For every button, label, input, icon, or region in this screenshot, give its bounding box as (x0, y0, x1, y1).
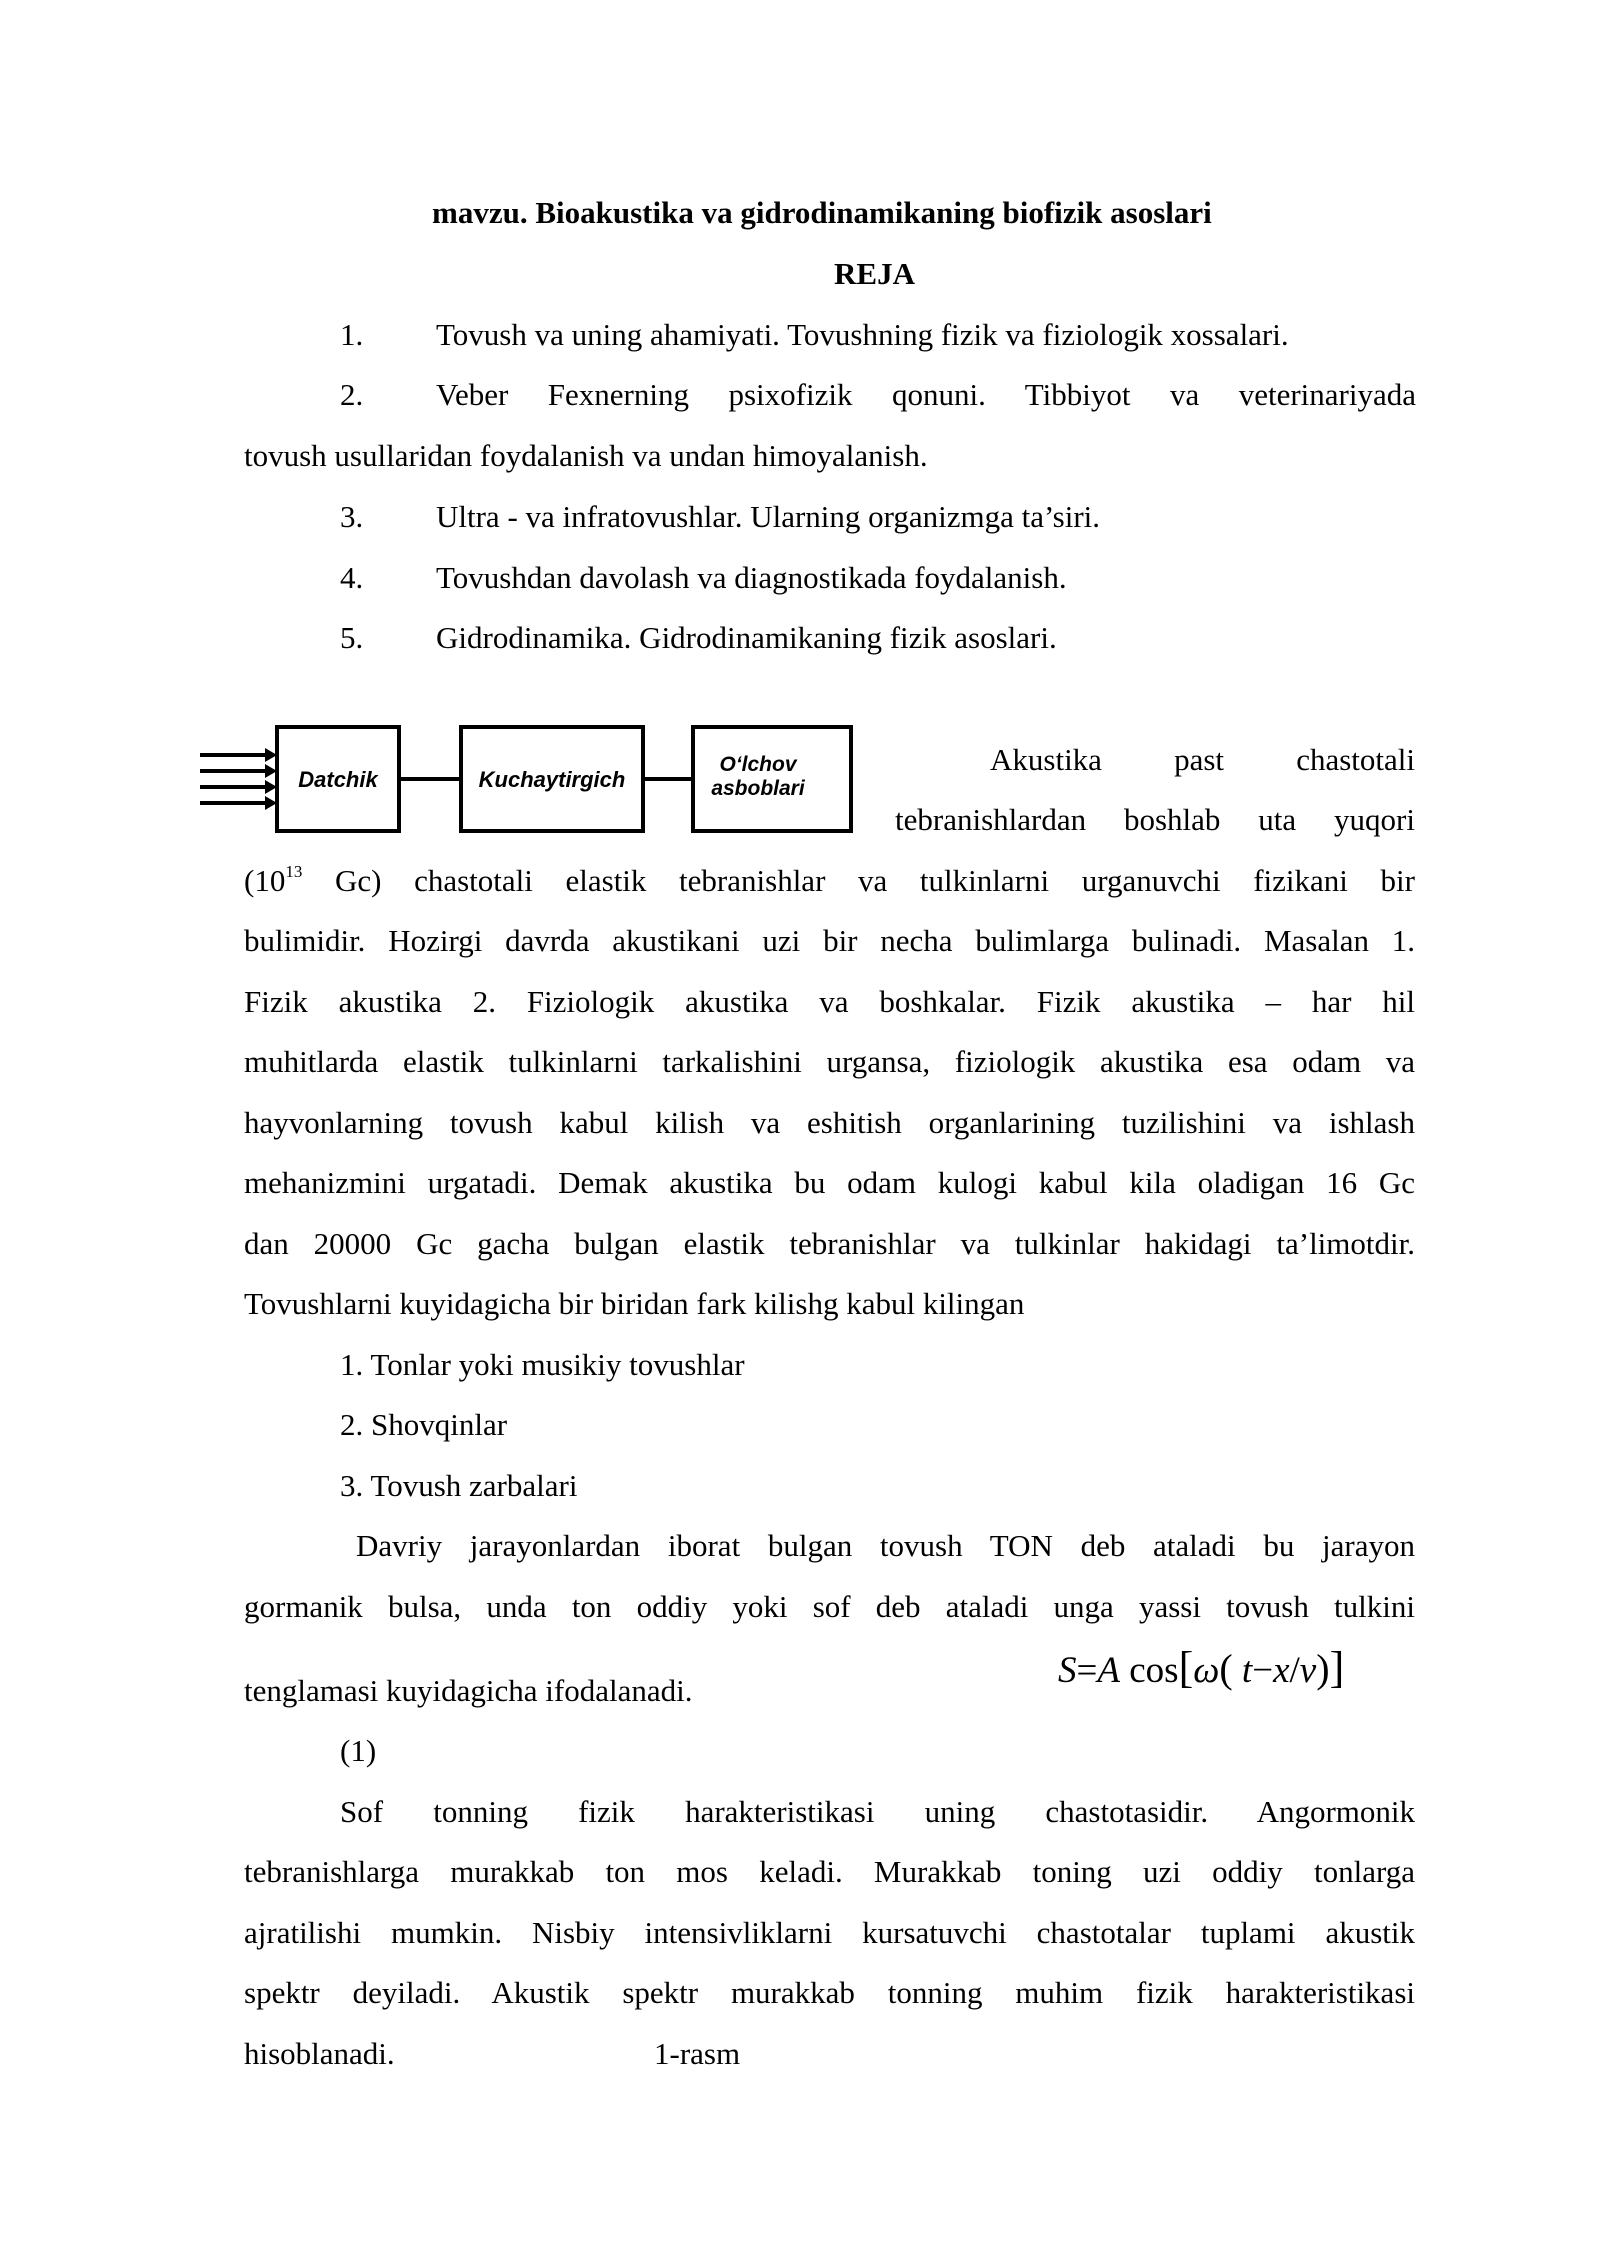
paragraph-line: Davriy jarayonlardan iborat bulgan tovush TON deb ataladi bu jarayon (356, 1528, 1415, 1563)
list-item: 2. Shovqinlar (340, 1407, 508, 1442)
plan-heading: REJA (834, 256, 915, 291)
plan-item-text: Gidrodinamika. Gidrodinamikaning fizik asoslari. (436, 620, 1057, 655)
equation-number: (1) (340, 1733, 377, 1768)
plan-item-text: Tovushdan davolash va diagnostikada foydalanish. (436, 560, 1067, 595)
plan-item-number: 4. (340, 560, 364, 595)
paragraph-line: Akustika past chastotali (990, 742, 1415, 777)
paragraph-line: tebranishlarga murakkab ton mos keladi. Murakkab toning uzi oddiy tonlarga (244, 1854, 1415, 1889)
exponent-base: (10 (244, 863, 286, 898)
formula-operator: / (1289, 1650, 1300, 1691)
formula-symbol: A (1097, 1650, 1120, 1691)
block-diagram (195, 715, 855, 845)
formula-symbol: x (1273, 1650, 1290, 1691)
plan-item-number: 1. (340, 317, 364, 352)
input-arrows (200, 748, 277, 810)
paragraph-line: gormanik bulsa, unda ton oddiy yoki sof deb ataladi unga yassi tovush tulkini (244, 1589, 1415, 1624)
plan-item-number: 3. (340, 499, 364, 534)
formula-operator: − (1252, 1650, 1274, 1691)
plan-item-number: 5. (340, 620, 364, 655)
paragraph-line: mehanizmini urgatadi. Demak akustika bu odam kulogi kabul kila oladigan 16 Gc (244, 1165, 1415, 1200)
plan-item-text-continued: tovush usullaridan foydalanish va undan himoyalanish. (244, 438, 928, 473)
paragraph-line: Fizik akustika 2. Fiziologik akustika va boshkalar. Fizik akustika – har hil (244, 984, 1415, 1019)
paragraph-line: Tovushlarni kuyidagicha bir biridan fark kilishg kabul kilingan (244, 1286, 1025, 1321)
page-title: mavzu. Bioakustika va gidrodinamikaning biofizik asoslari (432, 195, 1212, 230)
list-item: 3. Tovush zarbalari (340, 1468, 578, 1503)
paragraph-line: muhitlarda elastik tulkinlarni tarkalishini urgansa, fiziologik akustika esa odam va (244, 1044, 1415, 1079)
paragraph-line: bulimidir. Hozirgi davrda akustikani uzi bir necha bulimlarga bulinadi. Masalan 1. (244, 923, 1415, 958)
formula-symbol: ω (1193, 1650, 1220, 1691)
paragraph-line: tenglamasi kuyidagicha ifodalanadi. (244, 1673, 693, 1708)
paragraph-line: ajratilishi mumkin. Nisbiy intensivliklarni kursatuvchi chastotalar tuplami akustik (244, 1915, 1415, 1950)
kuchaytirgich-label: Kuchaytirgich (478, 767, 626, 792)
formula-symbol: v (1299, 1650, 1317, 1691)
wave-equation: S=A cos[ω( t−x/v)] (1058, 1643, 1345, 1692)
paragraph-line: tebranishlardan boshlab uta yuqori (895, 802, 1415, 837)
paragraph-line: spektr deyiladi. Akustik spektr murakkab tonning muhim fizik harakteristikasi (244, 1975, 1415, 2010)
formula-symbol: t (1241, 1650, 1253, 1691)
datchik-label: Datchik (298, 767, 378, 792)
list-item: 1. Tonlar yoki musikiy tovushlar (340, 1347, 745, 1382)
paragraph-line: Sof tonning fizik harakteristikasi uning chastotasidir. Angormonik (340, 1794, 1415, 1829)
paragraph-line: hisoblanadi. (244, 2036, 395, 2071)
plan-item-number: 2. (340, 377, 364, 412)
formula-function: cos (1129, 1650, 1179, 1691)
asboblari-label: asboblari (711, 777, 805, 800)
plan-item-text: Veber Fexnerning psixofizik qonuni. Tibbiyot va veterinariyada (436, 377, 1416, 412)
paragraph-text: Gc) chastotali elastik tebranishlar va tulkinlarni urganuvchi fizikani bir (302, 863, 1415, 898)
block-diagram-svg (195, 715, 855, 845)
plan-item-text: Ultra - va infratovushlar. Ularning organizmga ta’siri. (436, 499, 1101, 534)
figure-caption: 1-rasm (654, 2036, 741, 2071)
paragraph-line: dan 20000 Gc gacha bulgan elastik tebranishlar va tulkinlar hakidagi ta’limotdir. (244, 1226, 1415, 1261)
paragraph-line-with-exponent (244, 862, 1415, 900)
formula-operator: = (1076, 1650, 1098, 1691)
formula-symbol: S (1058, 1650, 1077, 1691)
plan-item-text: Tovush va uning ahamiyati. Tovushning fizik va fiziologik xossalari. (436, 317, 1289, 352)
exponent: 13 (285, 862, 303, 881)
paragraph-line: hayvonlarning tovush kabul kilish va eshitish organlarining tuzilishini va ishlash (244, 1105, 1415, 1140)
olchov-label: O‘lchov (719, 753, 797, 776)
